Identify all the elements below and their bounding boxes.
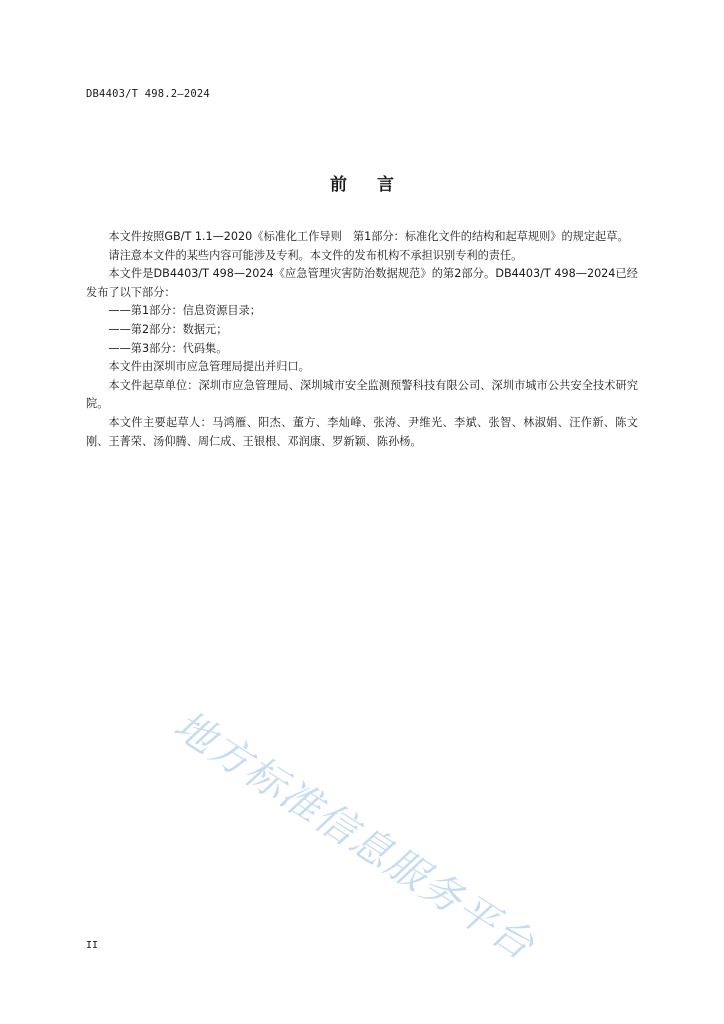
paragraph-part-statement: 本文件是DB4403/T 498—2024《应急管理灾害防治数据规范》的第2部分。DB4403/T 498—2024已经发布了以下部分： [86,267,638,299]
list-item-part-2: ——第2部分：数据元； [108,322,228,336]
paragraph-drafters: 本文件主要起草人：马鸿雁、阳杰、董方、李灿峰、张涛、尹维光、李斌、张智、林淑娟、汪作新、陈文刚、王菁荣、汤仰腾、周仁成、王银根、邓润康、罗新颖、陈孙杨。 [86,415,638,448]
page-number: II [86,940,99,951]
list-item-part-3: ——第3部分：代码集。 [108,341,228,355]
foreword-body [86,228,638,451]
paragraph-drafting-basis: 本文件按照GB/T 1.1—2020《标准化工作导则 第1部分：标准化文件的结构和起草规则》的规定起草。 [108,230,629,243]
paragraph-drafting-units: 本文件起草单位：深圳市应急管理局、深圳城市安全监测预警科技有限公司、深圳市城市公共安全技术研究院。 [86,378,638,411]
section-title: 前言 [330,175,424,195]
document-code: DB4403/T 498.2—2024 [86,88,210,100]
watermark: 地方标准信息服务平台 [165,702,543,970]
paragraph-proposer: 本文件由深圳市应急管理局提出并归口。 [108,360,310,374]
paragraph-patent-notice: 请注意本文件的某些内容可能涉及专利。本文件的发布机构不承担识别专利的责任。 [108,248,523,262]
list-item-part-1: ——第1部分：信息资源目录； [108,304,261,318]
